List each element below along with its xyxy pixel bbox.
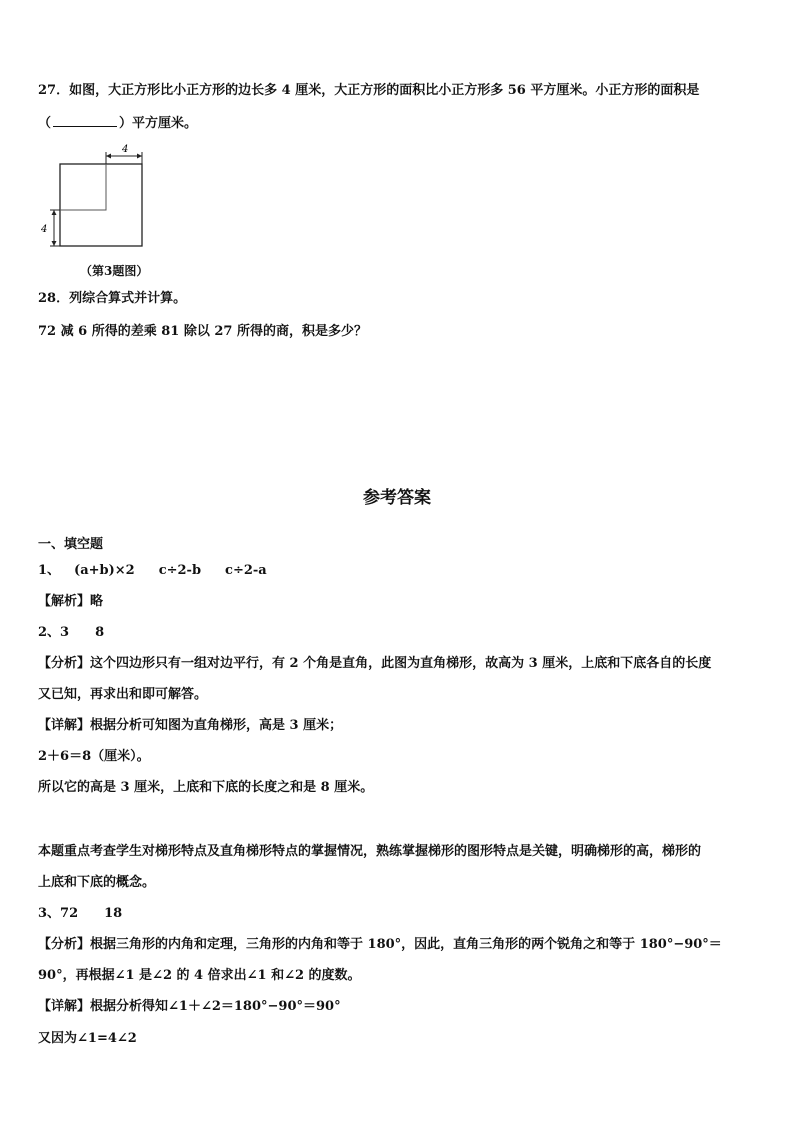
answer-2-comment-line1: 本题重点考查学生对梯形特点及直角梯形特点的掌握情况，熟练掌握梯形的图形特点是关键，明确梯形的高，梯形的: [38, 844, 702, 859]
section-heading: 一、填空题: [38, 537, 104, 552]
answer-1-note: 【解析】略: [38, 594, 104, 609]
answer-3-analysis-line2: 90°，再根据∠1 是∠2 的 4 倍求出∠1 和∠2 的度数。: [38, 968, 361, 983]
answer-1-number: 1、: [38, 563, 61, 578]
answer-3-detail-line2: 又因为∠1=4∠2: [38, 1031, 137, 1046]
answer-2-detail-line2: 2＋6＝8（厘米）。: [38, 749, 150, 764]
answer-1-part-3: c÷2-a: [225, 563, 267, 578]
answer-2-head: 2、3 8: [38, 625, 105, 640]
answers-title: 参考答案: [363, 488, 431, 508]
q27-answer-blank: [53, 114, 117, 127]
q27-paren-open: （: [38, 116, 52, 131]
answer-2-analysis-line2: 又已知，再求出和即可解答。: [38, 687, 208, 702]
answer-3-head: 3、72 18: [38, 906, 123, 921]
answer-2-analysis-line1: 【分析】这个四边形只有一组对边平行，有 2 个角是直角，此图为直角梯形，故高为 3 厘米，上底和下底各自的长度: [38, 656, 712, 671]
q27-square-figure: [36, 140, 156, 260]
answer-2-comment-line2: 上底和下底的概念。: [38, 875, 156, 890]
answer-1-part-1: (a+b)×2: [74, 563, 135, 578]
answer-2-detail-line3: 所以它的高是 3 厘米，上底和下底的长度之和是 8 厘米。: [38, 780, 374, 795]
left-dimension-label: 4: [41, 224, 48, 235]
answer-3-detail-line1: 【详解】根据分析得知∠1＋∠2＝180°−90°＝90°: [38, 999, 341, 1014]
q27-paren-close: ）平方厘米。: [119, 116, 198, 131]
q28-text-line2: 72 减 6 所得的差乘 81 除以 27 所得的商，积是多少？: [38, 324, 367, 339]
q27-text-line1: 27．如图，大正方形比小正方形的边长多 4 厘米，大正方形的面积比小正方形多 56 平方厘米。小正方形的面积是: [38, 83, 700, 98]
top-dimension-label: 4: [122, 144, 129, 155]
answer-1: [38, 562, 267, 580]
figure-caption: （第3题图）: [80, 264, 149, 278]
q28-text-line1: 28．列综合算式并计算。: [38, 291, 187, 306]
large-square: [60, 164, 142, 246]
small-square-edges: [60, 164, 106, 210]
answer-1-part-2: c÷2-b: [158, 563, 202, 578]
answer-2-detail-line1: 【详解】根据分析可知图为直角梯形，高是 3 厘米；: [38, 718, 343, 733]
answer-3-analysis-line1: 【分析】根据三角形的内角和定理，三角形的内角和等于 180°，因此，直角三角形的两个锐角之和等于 180°−90°＝: [38, 937, 722, 952]
q27-text-line2: [38, 114, 197, 133]
